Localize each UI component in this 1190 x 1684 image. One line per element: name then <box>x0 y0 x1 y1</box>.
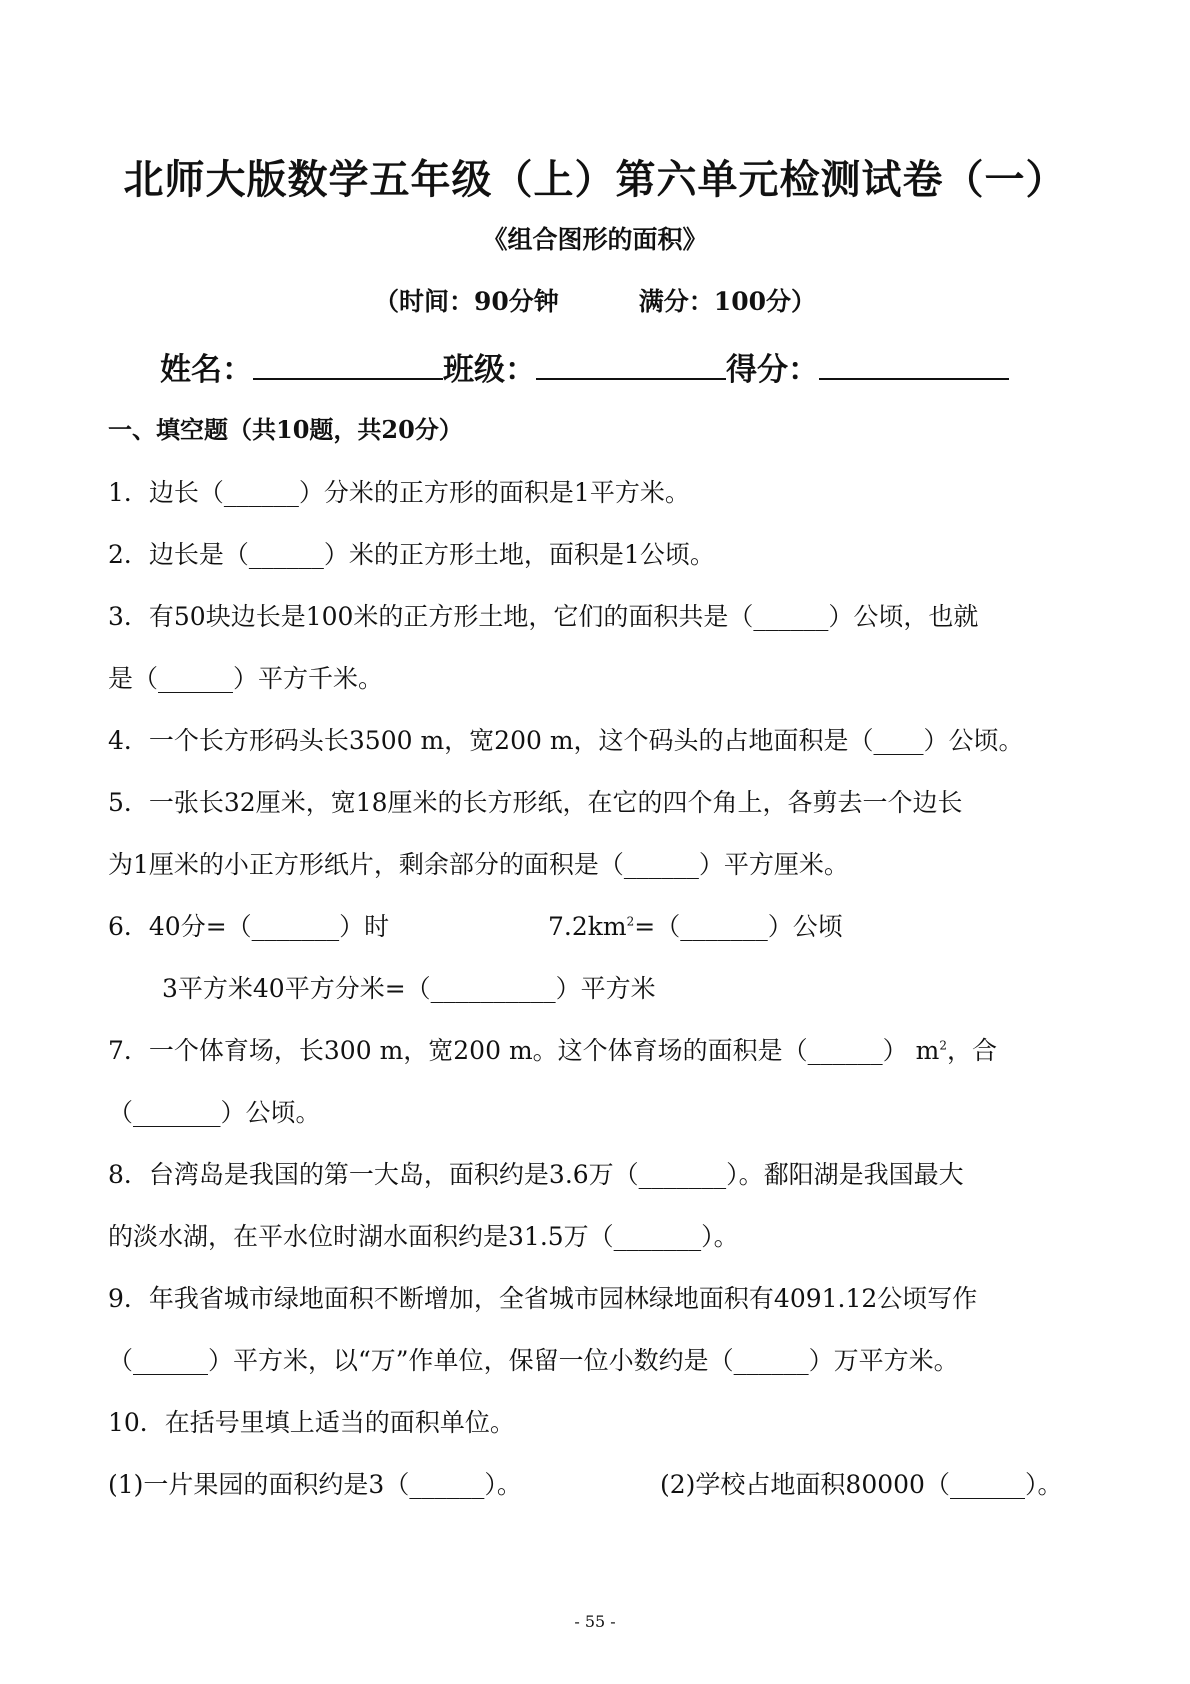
question-5-line-1: 5．一张长32厘米，宽18厘米的长方形纸，在它的四个角上，各剪去一个边长 <box>108 788 963 817</box>
question-5-line-2: 为1厘米的小正方形纸片，剩余部分的面积是（______）平方厘米。 <box>108 850 849 879</box>
question-7-line-1: 7．一个体育场，长300 m，宽200 m。这个体育场的面积是（______） $m^2$，合 <box>108 1036 997 1065</box>
question-7-line-2: （_______）公顷。 <box>108 1098 321 1127</box>
section-heading: 一、填空题（共10题，共20分） <box>108 415 463 444</box>
question-3-line-1: 3．有50块边长是100米的正方形土地，它们的面积共是（______）公顷，也就 <box>108 602 979 631</box>
name-field[interactable] <box>253 348 443 380</box>
question-8-line-2: 的淡水湖，在平水位时湖水面积约是31.5万（_______）。 <box>108 1222 739 1251</box>
class-field[interactable] <box>536 348 726 380</box>
exam-time: （时间：90分钟 <box>374 287 559 316</box>
score-field[interactable] <box>819 348 1009 380</box>
student-info <box>160 344 1009 389</box>
question-2: 2．边长是（______）米的正方形土地，面积是1公顷。 <box>108 540 715 569</box>
name-label: 姓名： <box>160 352 253 388</box>
class-label: 班级： <box>443 352 536 388</box>
question-6-part-3: 3平方米40平方分米=（__________）平方米 <box>162 974 656 1003</box>
question-1: 1．边长（______）分米的正方形的面积是1平方米。 <box>108 478 690 507</box>
question-9-line-2: （______）平方米，以“万”作单位，保留一位小数约是（______）万平方米。 <box>108 1346 959 1375</box>
exam-meta <box>0 282 1190 318</box>
page-title: 北师大版数学五年级（上）第六单元检测试卷（一） <box>123 156 1067 203</box>
question-10-item-2: (2)学校占地面积80000（______）。 <box>660 1470 1063 1499</box>
question-4: 4．一个长方形码头长3500 m，宽200 m，这个码头的占地面积是（____）公顷。 <box>108 726 1024 755</box>
question-3-line-2: 是（______）平方千米。 <box>108 664 384 693</box>
question-6-part-1: 6．40分=（_______）时 <box>108 912 390 941</box>
question-8-line-1: 8．台湾岛是我国的第一大岛，面积约是3.6万（_______）。鄱阳湖是我国最大 <box>108 1160 964 1189</box>
score-label: 得分： <box>726 352 819 388</box>
question-9-line-1: 9．年我省城市绿地面积不断增加，全省城市园林绿地面积有4091.12公顷写作 <box>108 1284 978 1313</box>
question-6-part-2: $7.2km^2=(\_\_\_\_\_\_\_)$公顷 <box>548 912 843 941</box>
exam-full-score: 满分：100分） <box>638 287 816 316</box>
page-number: - 55 - <box>574 1612 616 1631</box>
question-10: 10．在括号里填上适当的面积单位。 <box>108 1408 515 1437</box>
question-10-item-1: (1)一片果园的面积约是3（______）。 <box>108 1470 522 1499</box>
page-subtitle: 《组合图形的面积》 <box>482 225 708 254</box>
